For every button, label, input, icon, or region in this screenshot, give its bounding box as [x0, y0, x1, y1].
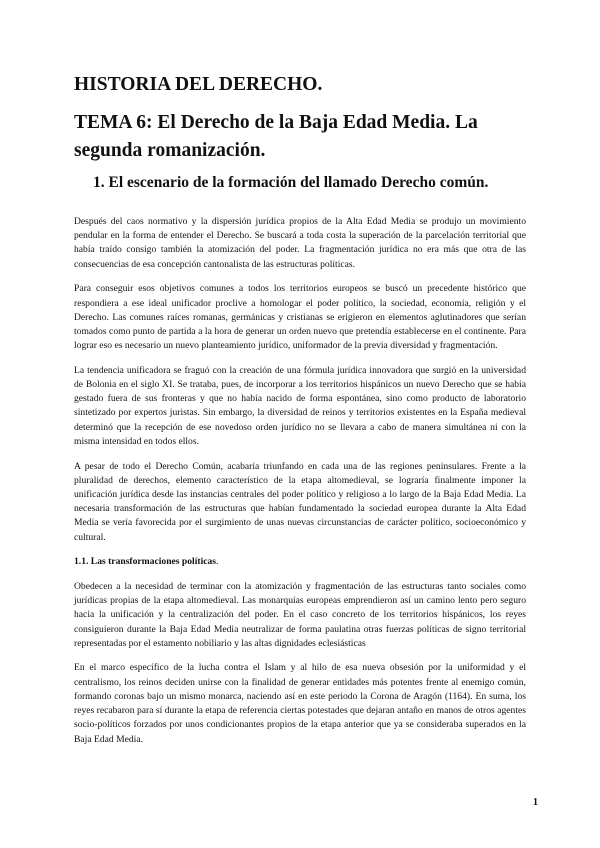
paragraph: Después del caos normativo y la dispersión jurídica propios de la Alta Edad Media se produjo un movimiento pendular en la forma de entender el Derecho. Se buscará a toda costa la superación de la parcelación territorial que había traído consigo también la atomización del poder. La fragmentación jurídica no era más que otra de las consecuencias de esa concepción cantonalista de las estructuras políticas. — [74, 216, 526, 270]
document-title: HISTORIA DEL DERECHO. — [74, 74, 323, 95]
tema-title: TEMA 6: El Derecho de la Baja Edad Media. La segunda romanización. — [74, 112, 478, 161]
paragraph: A pesar de todo el Derecho Común, acabaría triunfando en cada una de las regiones peninsulares. Frente a la pluralidad de derechos, elemento característico de la etapa altomedieval, se lograría finalmente imponer la unificación jurídica desde las instancias centrales del poder político y religioso a lo largo de la Baja Edad Media. La necesaria transformación de las estructuras que habían fundamentado la sociedad europea durante la Alta Edad Media se vería favorecida por el surgimiento de unas nuevas circunstancias de carácter político, socioeconómico y cultural. — [74, 460, 526, 543]
page-number: 1 — [533, 797, 538, 808]
paragraph: Obedecen a la necesidad de terminar con la atomización y fragmentación de las estructuras tanto sociales como jurídicas propias de la etapa altomedieval. Las monarquías europeas emprendieron así un camino lento pero seguro hacia la unificación y la centralización del poder. En el caso concreto de los territorios hispánicos, los reyes consiguieron durante la Baja Edad Media neutralizar de forma paulatina otras fuerzas políticas de signo territorial representadas por el estamento nobiliario y las altas dignidades eclesiásticas — [74, 580, 526, 649]
section-heading: 1. El escenario de la formación del llamado Derecho común. — [93, 174, 489, 191]
paragraph: Para conseguir esos objetivos comunes a todos los territorios europeos se buscó un precedente histórico que respondiera a ese ideal unificador proclive a homologar el poder político, la sociedad, economía, religión y el Derecho. Las comunes raíces romanas, germánicas y cristianas se erigieron en elementos aglutinadores que serían tomados como punto de partida a la hora de generar un orden nuevo que pretendía establecerse en el continente. Para lograr eso es necesario un nuevo planteamiento jurídico, uniformador de la previa diversidad y fragmentación. — [74, 283, 526, 352]
paragraph: En el marco específico de la lucha contra el Islam y al hilo de esa nueva obsesión por la uniformidad y el centralismo, los reinos deciden unirse con la finalidad de generar entidades más potentes frente al enemigo común, formando coronas bajo un mismo monarca, naciendo así en este periodo la Corona de Aragón (1164). En suma, los reyes recabaron para sí durante la etapa de referencia ciertas potestades que dejaran antaño en manos de otros agentes socio-políticos forzados por unos condicionantes propios de la etapa anterior que ya se consideraba superados en la Baja Edad Media. — [74, 662, 526, 745]
document-body — [74, 215, 526, 757]
subsection-heading-suffix: . — [216, 556, 219, 568]
paragraph: La tendencia unificadora se fraguó con la creación de una fórmula jurídica innovadora que surgió en la universidad de Bolonia en el siglo XI. Se trataba, pues, de incorporar a los territorios hispánicos un nuevo Derecho que se había gestado fuera de sus fronteras y que no había nacido de forma espontánea, sino como producto de laboratorio sintetizado por expertos juristas. Sin embargo, la diversidad de reinos y territorios existentes en la España medieval determinó que la recepción de ese novedoso orden jurídico no se llevara a cabo de manera simultánea ni con la misma intensidad en todos ellos. — [74, 364, 526, 447]
subsection-heading: 1.1. Las transformaciones políticas — [74, 556, 217, 568]
subsection-heading-line — [74, 555, 526, 569]
